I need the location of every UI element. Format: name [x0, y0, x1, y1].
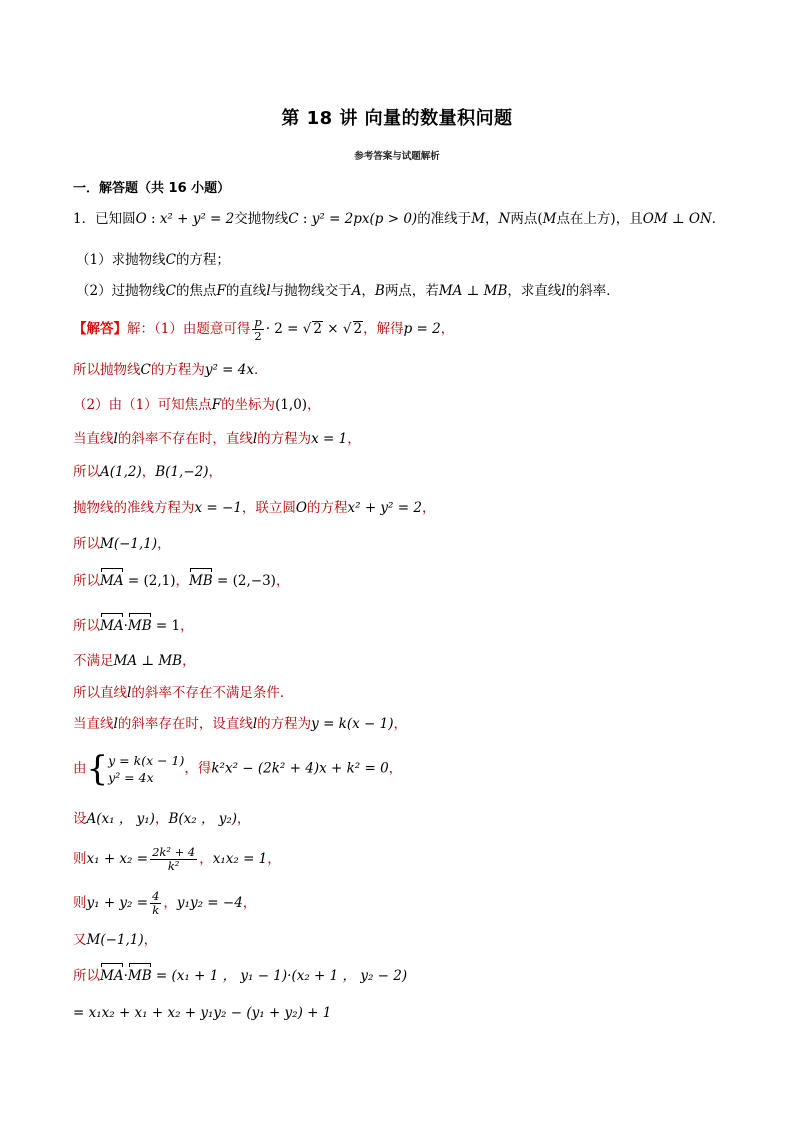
section-heading: 一．解答题（共 16 小题） [73, 181, 231, 196]
solution-line-17: 又M(−1,1)， [73, 932, 158, 948]
question-2: （2）过抛物线C的焦点F的直线l与抛物线交于A，B两点，若MA ⊥ MB，求直线l的斜率． [76, 283, 620, 299]
fraction-p-over-2: $\frac{p}{2}$ [254, 315, 262, 343]
solution-line-10: 不满足MA ⊥ MB， [73, 653, 196, 669]
vector-ma: MA [100, 968, 124, 984]
solution-line-12: 当直线l的斜率存在时，设直线l的方程为y = k(x − 1)， [73, 716, 407, 732]
vector-mb: MB [127, 618, 152, 634]
solution-line-19: = x₁x₂ + x₁ + x₂ + y₁y₂ − (y₁ + y₂) + 1 [73, 1005, 332, 1021]
vector-ma: MA [100, 618, 124, 634]
question-1: （1）求抛物线C的方程； [76, 252, 230, 268]
solution-line-18: 所以MA·MB = (x₁ + 1 ， y₁ − 1)·(x₂ + 1 ， y₂ − 2) [73, 968, 408, 984]
solution-line-15: 则x₁ + x₂ = $\frac{\text{2k² + 4}}{\text{k²}}$ ，x₁x₂ = 1， [73, 845, 281, 873]
fraction-sum-y: $\frac{4}{k}$ [152, 889, 160, 917]
solution-line-5: 所以A(1,2)，B(1,−2)， [73, 464, 223, 480]
solution-line-2: 所以抛物线C的方程为y² = 4x． [73, 362, 268, 378]
vector-ma: MA [100, 573, 124, 589]
solution-line-11: 所以直线l的斜率不存在不满足条件． [73, 685, 294, 701]
page-subtitle: 参考答案与试题解析 [354, 151, 440, 162]
solution-line-16: 则y₁ + y₂ = $\frac{4}{k}$ ，y₁y₂ = −4， [73, 889, 257, 917]
answer-tag: 【解答】 [73, 321, 127, 337]
solution-line-6: 抛物线的准线方程为x = −1，联立圆O的方程x² + y² = 2， [73, 500, 436, 516]
solution-line-14: 设A(x₁ ， y₁)，B(x₂ ， y₂)， [73, 811, 251, 827]
solution-line-9: 所以MA·MB = 1， [73, 618, 194, 634]
page-title: 第 18 讲 向量的数量积问题 [281, 108, 513, 129]
solution-line-13: 由{ y = k(x − 1) y² = 4x ，得k²x² − (2k² + 4)x + k² = 0， [73, 749, 403, 789]
solution-line-7: 所以M(−1,1)， [73, 536, 171, 552]
vector-mb: MB [127, 968, 152, 984]
fraction-sum-x: $\frac{\text{2k² + 4}}{\text{k²}}$ [152, 845, 196, 873]
problem-statement: 1．已知圆O : x² + y² = 2交抛物线C : y² = 2px(p > 0)的准线于M，N两点(M点在上方)，且OM ⊥ ON． [73, 211, 726, 227]
solution-line-8: 所以MA = (2,1)，MB = (2,−3)， [73, 573, 290, 589]
solution-line-3: （2）由（1）可知焦点F的坐标为(1,0)， [73, 397, 321, 413]
solution-line-4: 当直线l的斜率不存在时，直线l的方程为x = 1， [73, 431, 361, 447]
solution-line-1: 【解答】解：（1）由题意可得 $\frac{p}{2}$ · 2 = √ 2 × √ 2，解得p = 2， [73, 315, 455, 343]
system-brace: { [86, 749, 109, 789]
vector-mb: MB [188, 573, 213, 589]
equation-system: y = k(x − 1) y² = 4x [108, 753, 185, 785]
